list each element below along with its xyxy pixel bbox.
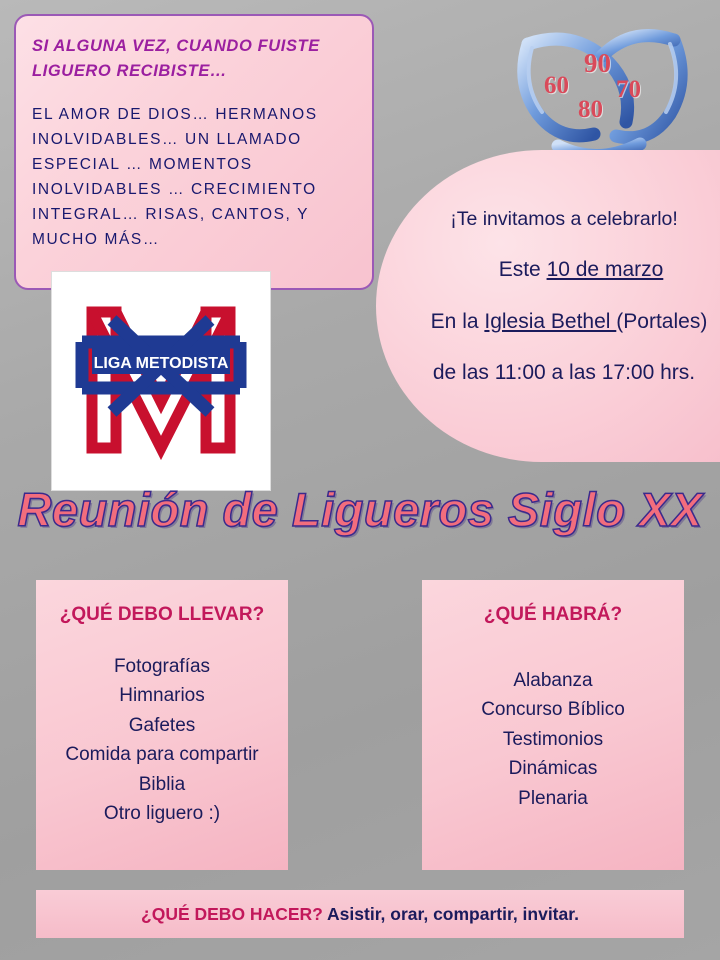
list-item: Comida para compartir [65,744,259,766]
liga-metodista-logo [52,272,270,490]
program-list [432,666,674,813]
call-to-action-answer: Asistir, orar, compartir, invitar. [322,903,579,924]
event-date-prefix: Este [498,258,547,282]
list-item: Plenaria [518,787,588,809]
list-item: Gafetes [128,714,196,736]
list-item: Biblia [138,773,186,795]
event-place-prefix: En la [430,309,485,333]
program-panel [422,580,684,870]
list-item: Fotografías [113,656,211,677]
intro-speech-bubble [14,14,374,290]
invitation-line: ¡Te invitamos a celebrarlo! [450,208,678,230]
event-details-bubble [376,150,720,462]
event-date-value: 10 de marzo [546,258,664,282]
ribbon-number-80: 80 [578,96,603,123]
event-place-line [410,309,718,334]
ribbon-number-90: 90 [584,48,611,78]
list-item: Alabanza [513,670,593,691]
list-item: Testimonios [502,728,604,750]
call-to-action-text [141,904,579,925]
event-date-line [410,257,718,282]
logo-text: LIGA METODISTA [93,355,229,372]
what-to-bring-heading: ¿QUÉ DEBO LLEVAR? [59,604,265,625]
intro-body: EL AMOR DE DIOS… HERMANOS INOLVIDABLES… UN LLAMADO ESPECIAL … MOMENTOS INOLVIDABLES … CRECIMIENTO INTEGRAL… RISAS, CANTOS, Y MUCHO MÁS… [32,105,318,249]
page-title: Reunión de Ligueros Siglo XX [17,483,703,536]
logo-svg [52,272,270,490]
ribbon-number-70: 70 [616,76,641,103]
call-to-action-question: ¿QUÉ DEBO HACER? [141,903,323,924]
event-place-suffix: (Portales) [616,309,708,333]
call-to-action-bar [36,890,684,938]
list-item: Otro liguero :) [103,803,221,825]
what-to-bring-list [46,652,278,829]
what-to-bring-panel [36,580,288,870]
list-item: Concurso Bíblico [481,699,625,721]
event-place-value: Iglesia Bethel [484,309,617,333]
list-item: Himnarios [119,685,205,707]
event-time-line: de las 11:00 a las 17:00 hrs. [432,360,696,384]
list-item: Dinámicas [508,758,598,780]
ribbon-number-60: 60 [544,72,569,99]
program-heading: ¿QUÉ HABRÁ? [483,604,623,625]
intro-heading: SI ALGUNA VEZ, CUANDO FUISTE LIGUERO RECIBISTE… [32,37,320,80]
